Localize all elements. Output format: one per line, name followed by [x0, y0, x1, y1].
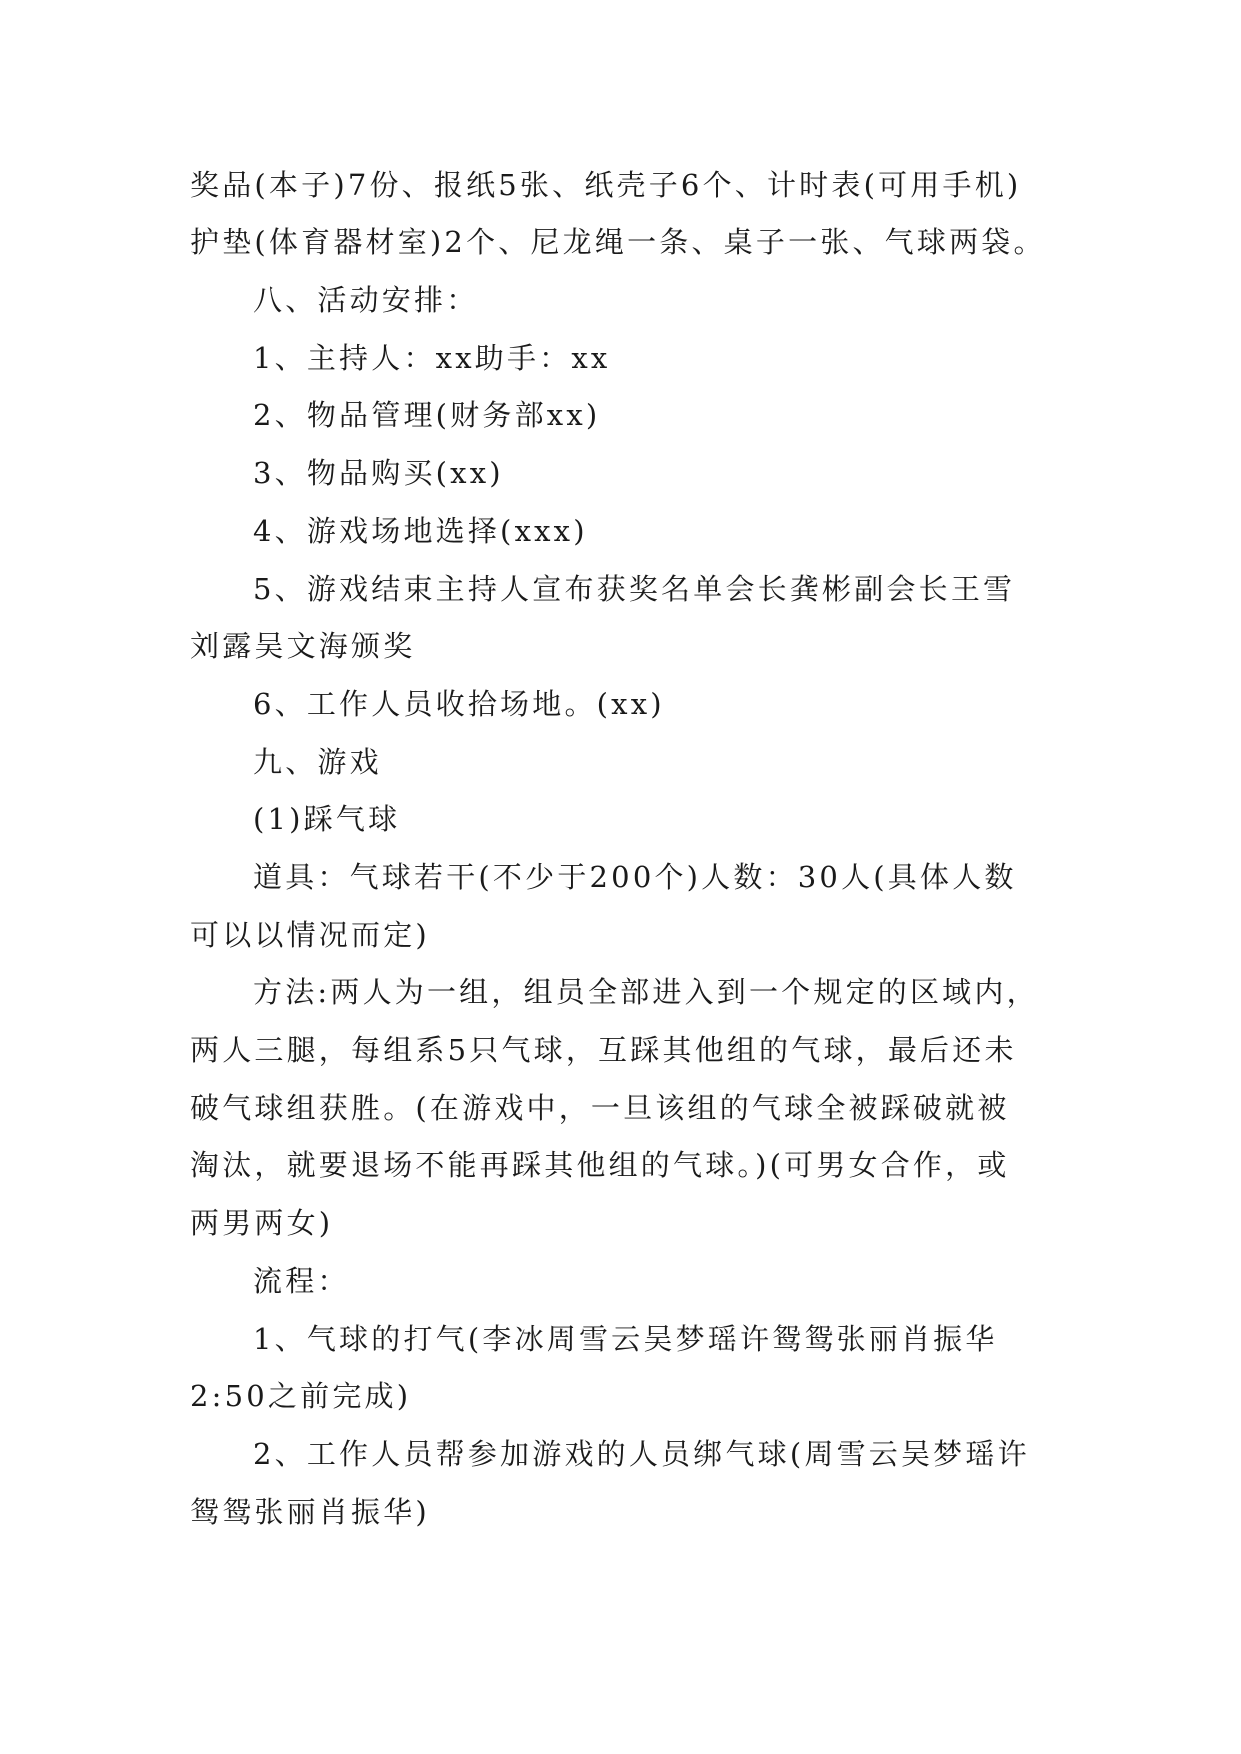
- list-item: 2、工作人员帮参加游戏的人员绑气球(周雪云吴梦瑶许: [253, 1437, 1030, 1471]
- list-item: 2、物品管理(财务部xx): [253, 398, 601, 432]
- text-line: 可以以情况而定): [190, 918, 430, 952]
- text-line: 鸳鸳张丽肖振华): [190, 1495, 430, 1529]
- list-item: 1、主持人：xx助手：xx: [253, 341, 611, 375]
- list-item: 3、物品购买(xx): [253, 456, 504, 490]
- text-line: 奖品(本子)7份、报纸5张、纸壳子6个、计时表(可用手机): [190, 168, 1022, 202]
- text-line: 两男两女): [190, 1206, 334, 1240]
- list-item: 4、游戏场地选择(xxx): [253, 514, 588, 548]
- text-line: 方法:两人为一组，组员全部进入到一个规定的区域内，: [253, 975, 1039, 1009]
- list-item: 1、气球的打气(李冰周雪云吴梦瑶许鸳鸳张丽肖振华: [253, 1322, 998, 1356]
- text-line: 2:50之前完成): [190, 1379, 412, 1413]
- text-line: 淘汰，就要退场不能再踩其他组的气球。)(可男女合作，或: [190, 1148, 1010, 1182]
- subsection-heading: (1)踩气球: [253, 802, 401, 836]
- section-heading: 流程：: [253, 1264, 350, 1298]
- section-heading: 九、游戏: [253, 745, 382, 779]
- text-line: 破气球组获胜。(在游戏中，一旦该组的气球全被踩破就被: [190, 1091, 1010, 1125]
- text-line: 道具：气球若干(不少于200个)人数：30人(具体人数: [253, 860, 1017, 894]
- text-line: 护垫(体育器材室)2个、尼龙绳一条、桌子一张、气球两袋。: [190, 225, 1046, 259]
- text-line: 刘露吴文海颁奖: [190, 629, 416, 663]
- list-item: 5、游戏结束主持人宣布获奖名单会长龚彬副会长王雪: [253, 572, 1016, 606]
- list-item: 6、工作人员收拾场地。(xx): [253, 687, 665, 721]
- section-heading: 八、活动安排：: [253, 283, 479, 317]
- text-line: 两人三腿，每组系5只气球，互踩其他组的气球，最后还未: [190, 1033, 1017, 1067]
